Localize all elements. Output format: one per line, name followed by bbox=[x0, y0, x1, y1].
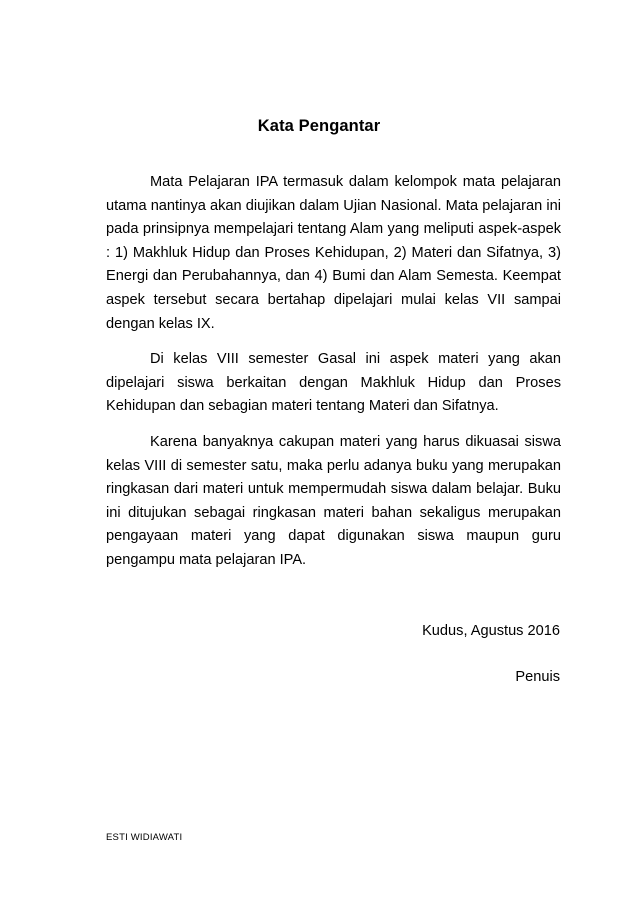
paragraph-3: Karena banyaknya cakupan materi yang harus dikuasai siswa kelas VIII di semester satu, maka perlu adanya buku yang merupakan ringkasan dari materi untuk mempermudah siswa dalam belajar. Buku ini ditujukan sebagai ringkasan materi bahan sekaligus merupakan pengayaan materi yang dapat digunakan siswa maupun guru pengampu mata pelajaran IPA. bbox=[106, 433, 561, 568]
page-footer: ESTI WIDIAWATI bbox=[106, 832, 183, 843]
paragraph-1: Mata Pelajaran IPA termasuk dalam kelompok mata pelajaran utama nantinya akan diujikan dalam Ujian Nasional. Mata pelajaran ini pada prinsipnya mempelajari tentang Alam yang meliputi aspek-aspek : 1) Makhluk Hidup dan Proses Kehidupan, 2) Materi dan Sifatnya, 3) Energi dan Perubahannya, dan 4) Bumi dan Alam Semesta. Keempat aspek tersebut secara bertahap dipelajari mulai kelas VII sampai dengan kelas IX. bbox=[106, 174, 561, 332]
author-signature: Penuis bbox=[515, 669, 560, 685]
paragraph-2: Di kelas VIII semester Gasal ini aspek materi yang akan dipelajari siswa berkaitan dengan Makhluk Hidup dan Proses Kehidupan dan sebagian materi tentang Materi dan Sifatnya. bbox=[106, 351, 561, 415]
place-date: Kudus, Agustus 2016 bbox=[422, 623, 560, 639]
page-title: Kata Pengantar bbox=[257, 117, 381, 135]
body-text bbox=[106, 171, 561, 585]
